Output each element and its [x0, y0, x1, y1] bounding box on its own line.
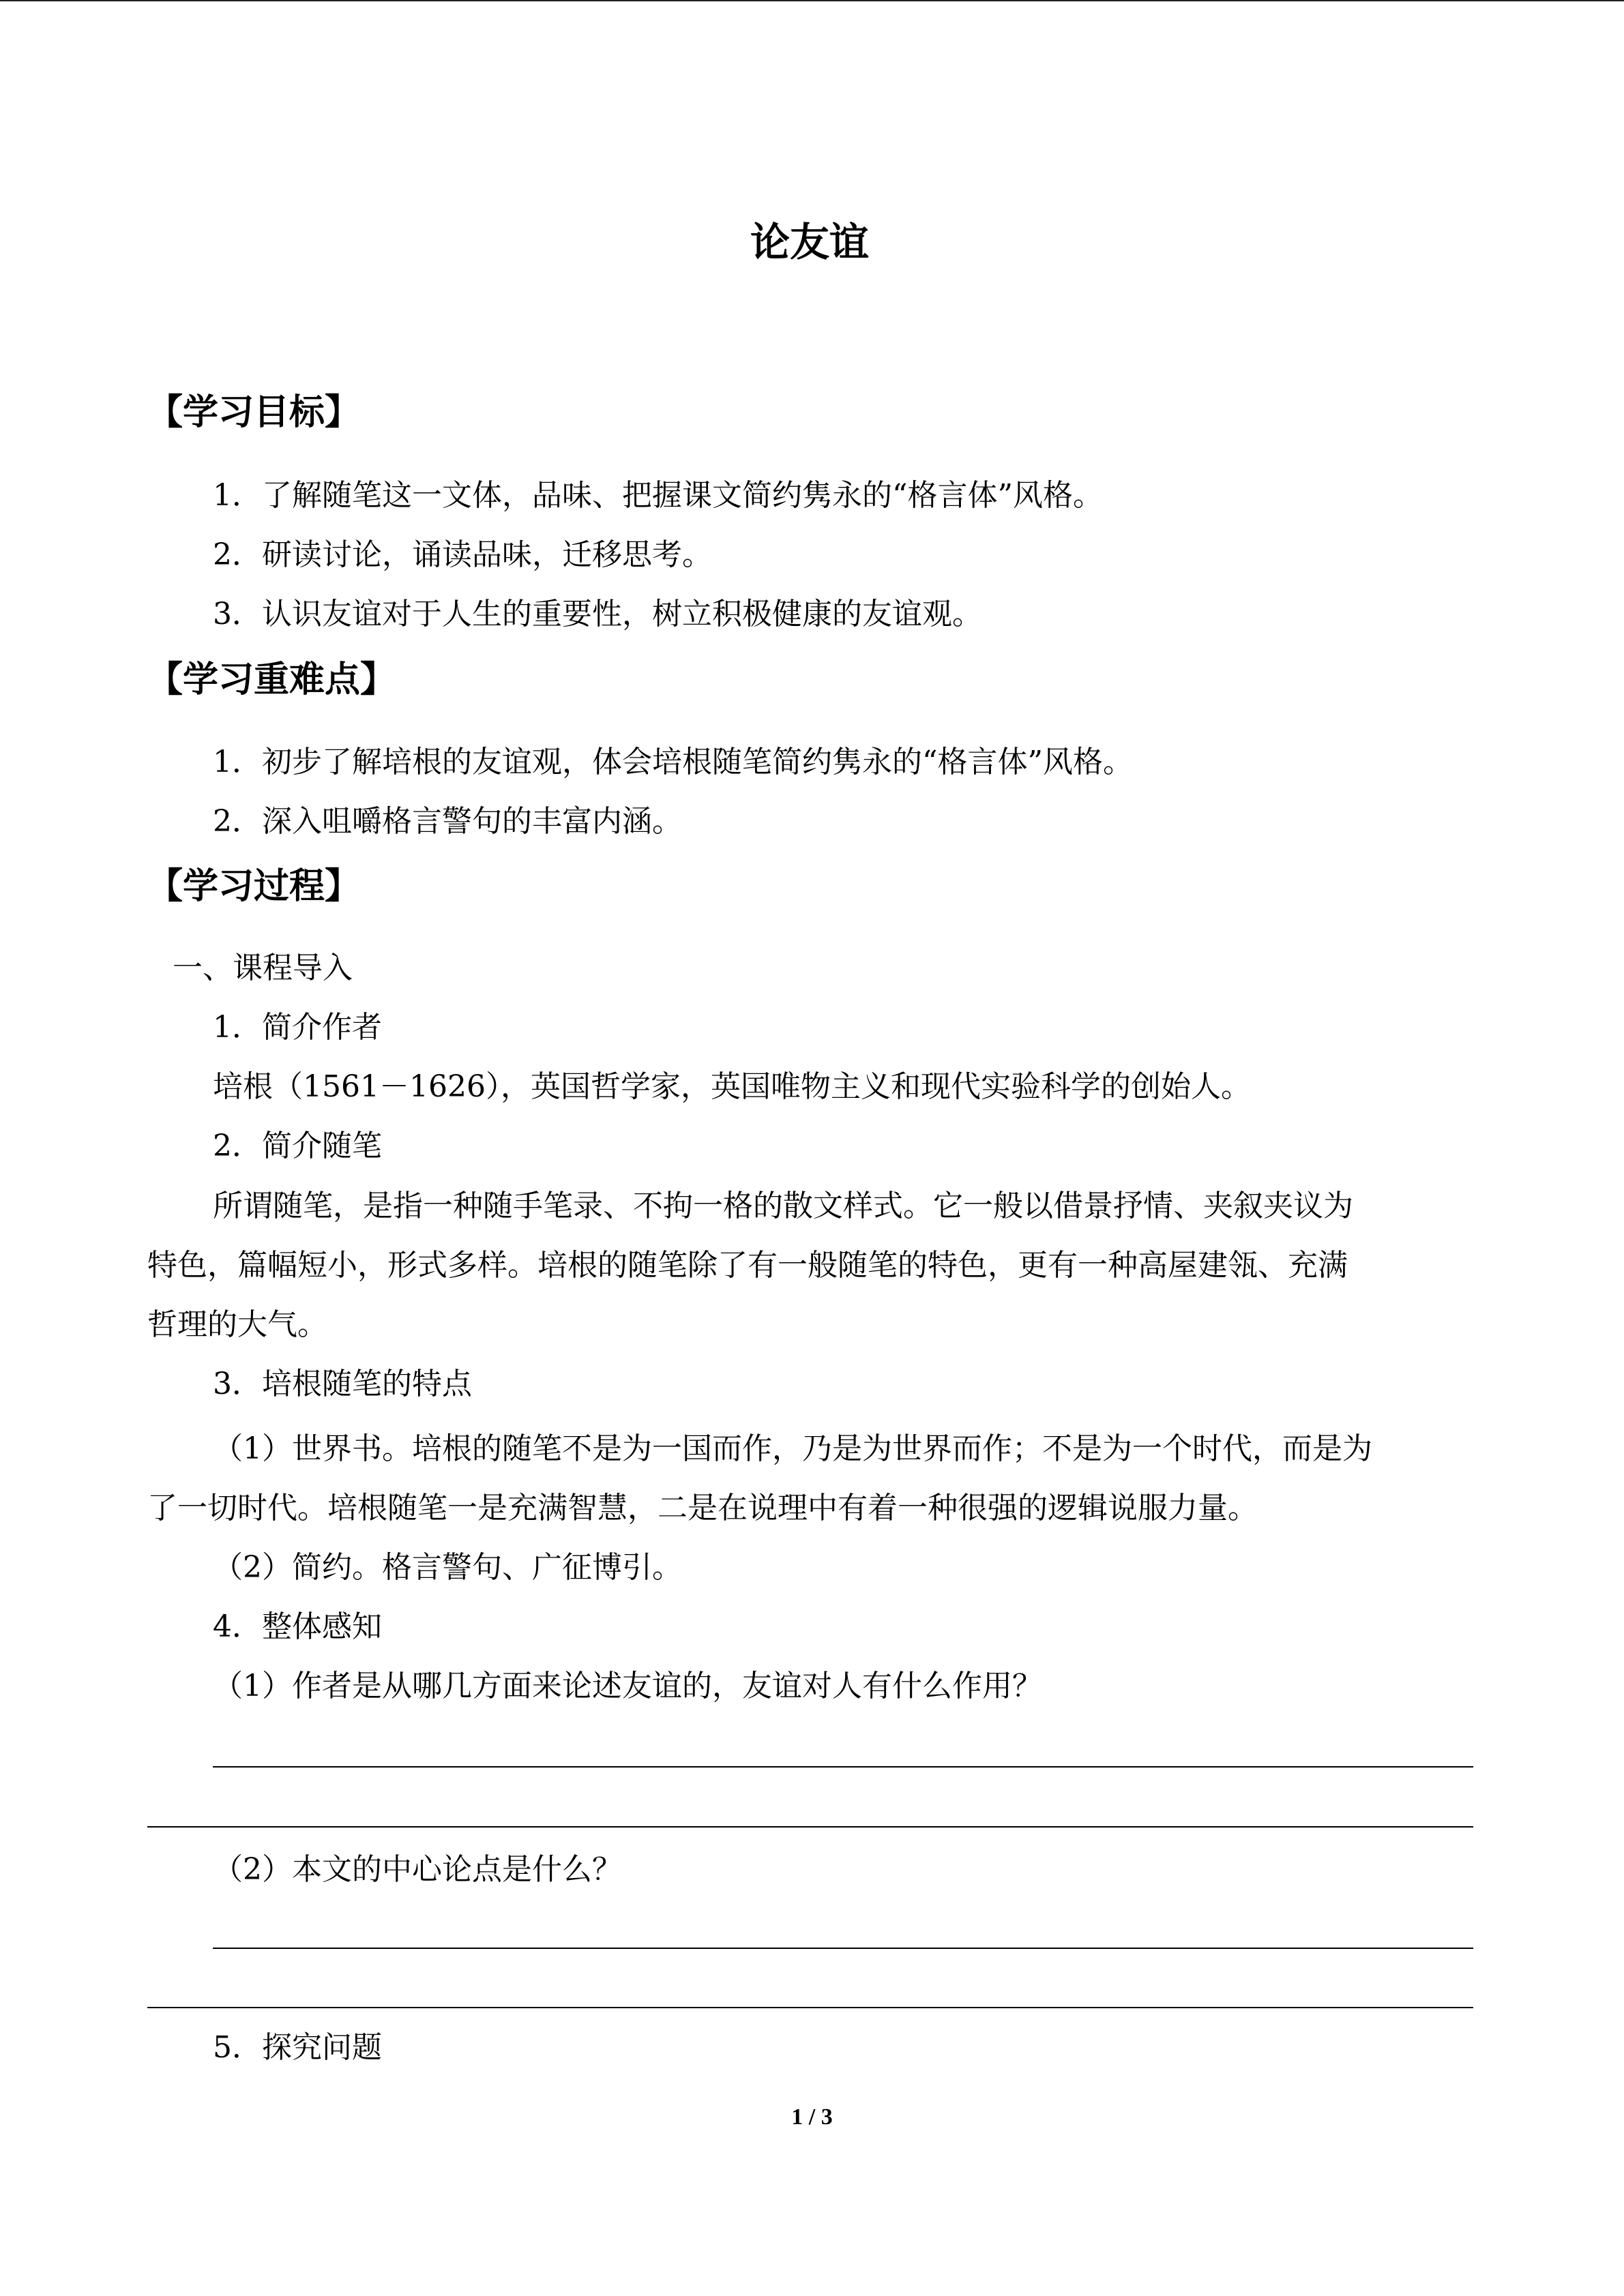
explore-heading: 5．探究问题	[213, 2030, 382, 2065]
page-top-border	[0, 0, 1624, 1]
essay-line-3: 哲理的大气。	[147, 1307, 327, 1342]
features-heading: 3．培根随笔的特点	[213, 1367, 472, 1401]
feature1-line-2: 了一切时代。培根随笔一是充满智慧，二是在说理中有着一种很强的逻辑说服力量。	[147, 1491, 1258, 1525]
objectives-heading: 【学习目标】	[147, 392, 361, 433]
objective-item-3: 3．认识友谊对于人生的重要性，树立积极健康的友谊观。	[213, 597, 982, 631]
feature1-line-1: （1）世界书。培根的随笔不是为一国而作，乃是为世界而作；不是为一个时代，而是为	[213, 1431, 1372, 1466]
process-heading: 【学习过程】	[147, 866, 361, 907]
keypoints-heading: 【学习重难点】	[147, 659, 396, 700]
essay-line-2: 特色，篇幅短小，形式多样。培根的随笔除了有一般随笔的特色，更有一种高屋建瓴、充满	[147, 1248, 1348, 1283]
keypoint-item-1: 1．初步了解培根的友谊观，体会培根随笔简约隽永的“格言体”风格。	[213, 745, 1133, 779]
answer-line-4[interactable]	[147, 2007, 1473, 2008]
author-heading: 1．简介作者	[213, 1010, 382, 1045]
feature2-text: （2）简约。格言警句、广征博引。	[213, 1550, 682, 1585]
answer-line-2[interactable]	[147, 1826, 1473, 1828]
keypoint-item-2: 2．深入咀嚼格言警句的丰富内涵。	[213, 804, 682, 839]
page-title: 论友谊	[750, 219, 870, 265]
essay-heading: 2．简介随笔	[213, 1129, 382, 1163]
answer-line-3[interactable]	[213, 1948, 1473, 1949]
objective-item-1: 1．了解随笔这一文体，品味、把握课文简约隽永的“格言体”风格。	[213, 478, 1103, 513]
overall-heading: 4．整体感知	[213, 1609, 382, 1644]
essay-line-1: 所谓随笔，是指一种随手笔录、不拘一格的散文样式。它一般以借景抒情、夹叙夹议为	[213, 1189, 1353, 1223]
answer-line-1[interactable]	[213, 1766, 1473, 1768]
objective-item-2: 2．研读讨论，诵读品味，迁移思考。	[213, 537, 712, 572]
question-2: （2）本文的中心论点是什么？	[213, 1852, 622, 1887]
author-text: 培根（1561－1626），英国哲学家，英国唯物主义和现代实验科学的创始人。	[213, 1069, 1251, 1104]
question-1: （1）作者是从哪几方面来论述友谊的，友谊对人有什么作用？	[213, 1669, 1042, 1703]
page-number: 1 / 3	[791, 2104, 833, 2130]
section-intro: 一、课程导入	[173, 951, 353, 985]
